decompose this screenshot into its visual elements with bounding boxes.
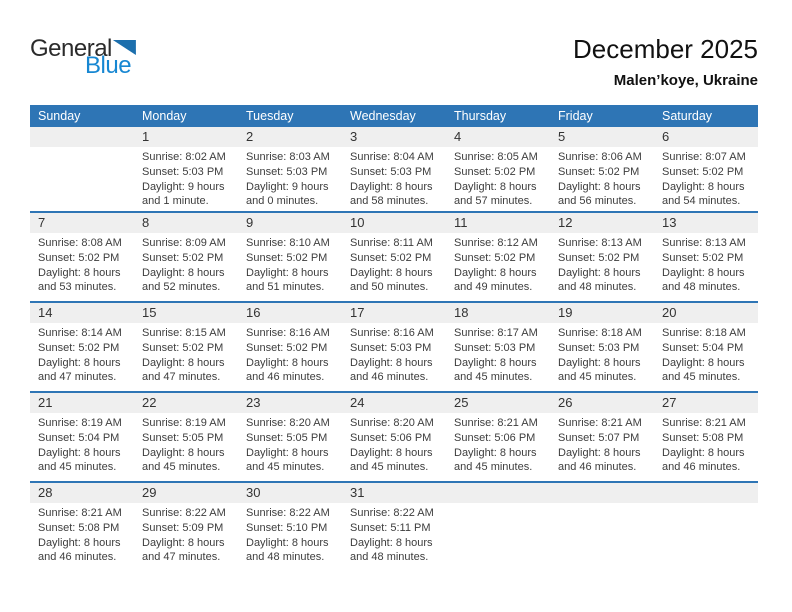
day-cell-10: [342, 233, 446, 295]
day-info-line: and 48 minutes.: [350, 551, 429, 564]
day-info-line: and 45 minutes.: [454, 371, 533, 384]
day-info-line: Daylight: 8 hours: [246, 536, 329, 549]
day-info-line: Sunrise: 8:11 AM: [350, 237, 433, 249]
day-info-line: Sunrise: 8:21 AM: [38, 507, 122, 519]
day-info-line: Sunset: 5:02 PM: [350, 251, 432, 264]
day-details-row: [30, 147, 758, 209]
day-info-line: Daylight: 8 hours: [454, 356, 537, 369]
day-details-row: [30, 233, 758, 295]
day-info-line: Daylight: 8 hours: [662, 356, 745, 369]
day-cell-2: [238, 147, 342, 209]
day-number-19: 19: [558, 305, 573, 320]
weekday-header-saturday: Saturday: [662, 109, 713, 123]
day-info-line: Sunset: 5:06 PM: [454, 431, 536, 444]
day-info-line: Daylight: 8 hours: [246, 446, 329, 459]
day-info-line: Sunset: 5:02 PM: [142, 251, 224, 264]
day-info-line: Sunset: 5:02 PM: [662, 251, 744, 264]
day-info-line: Sunset: 5:02 PM: [38, 251, 120, 264]
day-info-line: Daylight: 8 hours: [350, 266, 433, 279]
day-info-line: Sunset: 5:03 PM: [350, 341, 432, 354]
day-info-line: Sunset: 5:02 PM: [558, 251, 640, 264]
day-info-line: Daylight: 9 hours: [142, 180, 225, 193]
empty-day-cell: [550, 503, 654, 565]
day-info-line: and 56 minutes.: [558, 195, 637, 208]
empty-day-number: [654, 483, 758, 503]
day-info-line: and 45 minutes.: [662, 371, 741, 384]
day-info-line: Daylight: 8 hours: [350, 356, 433, 369]
day-number-17: 17: [350, 305, 365, 320]
day-info-line: and 45 minutes.: [454, 461, 533, 474]
day-info-line: Sunset: 5:02 PM: [558, 165, 640, 178]
day-info-line: Sunrise: 8:02 AM: [142, 151, 226, 163]
day-info-line: and 45 minutes.: [350, 461, 429, 474]
day-number-band: [30, 127, 758, 147]
day-info-line: Daylight: 8 hours: [662, 446, 745, 459]
day-details-row: [30, 323, 758, 385]
day-cell-8: [134, 233, 238, 295]
day-number-5: 5: [558, 129, 566, 144]
day-info-line: Daylight: 8 hours: [558, 180, 641, 193]
day-info-line: Sunrise: 8:20 AM: [350, 417, 434, 429]
day-cell-23: [238, 413, 342, 475]
day-info-line: Sunrise: 8:07 AM: [662, 151, 746, 163]
day-cell-20: [654, 323, 758, 385]
day-info-line: and 45 minutes.: [38, 461, 117, 474]
day-info-line: Sunrise: 8:21 AM: [558, 417, 642, 429]
day-info-line: Sunset: 5:11 PM: [350, 521, 431, 534]
day-info-line: and 52 minutes.: [142, 281, 221, 294]
day-info-line: Sunrise: 8:13 AM: [558, 237, 642, 249]
day-info-line: Sunset: 5:02 PM: [38, 341, 120, 354]
empty-day-cell: [654, 503, 758, 565]
day-number-29: 29: [142, 485, 157, 500]
day-info-line: and 57 minutes.: [454, 195, 533, 208]
day-cell-4: [446, 147, 550, 209]
day-info-line: Sunrise: 8:03 AM: [246, 151, 330, 163]
day-number-6: 6: [662, 129, 670, 144]
day-cell-18: [446, 323, 550, 385]
day-number-12: 12: [558, 215, 573, 230]
calendar-body: [30, 127, 758, 595]
day-info-line: Sunrise: 8:20 AM: [246, 417, 330, 429]
day-number-23: 23: [246, 395, 261, 410]
day-info-line: and 1 minute.: [142, 195, 209, 208]
day-number-11: 11: [454, 215, 468, 230]
day-info-line: Sunset: 5:10 PM: [246, 521, 328, 534]
day-info-line: Sunset: 5:07 PM: [558, 431, 640, 444]
day-number-3: 3: [350, 129, 358, 144]
day-info-line: Daylight: 8 hours: [662, 266, 745, 279]
day-cell-31: [342, 503, 446, 565]
day-info-line: and 0 minutes.: [246, 195, 319, 208]
day-info-line: and 46 minutes.: [350, 371, 429, 384]
empty-day-cell: [446, 503, 550, 565]
day-info-line: Daylight: 8 hours: [454, 180, 537, 193]
general-blue-logo: [30, 35, 136, 79]
day-info-line: and 50 minutes.: [350, 281, 429, 294]
day-info-line: and 46 minutes.: [38, 551, 117, 564]
empty-day-number: [30, 127, 134, 147]
day-cell-28: [30, 503, 134, 565]
day-info-line: Sunset: 5:02 PM: [246, 341, 328, 354]
day-info-line: Sunset: 5:06 PM: [350, 431, 432, 444]
day-number-1: 1: [142, 129, 150, 144]
day-info-line: Daylight: 8 hours: [350, 180, 433, 193]
day-info-line: Sunset: 5:03 PM: [246, 165, 328, 178]
day-info-line: Sunrise: 8:21 AM: [662, 417, 746, 429]
day-info-line: Daylight: 8 hours: [142, 446, 225, 459]
day-info-line: and 47 minutes.: [38, 371, 117, 384]
day-cell-6: [654, 147, 758, 209]
week-row-3: [30, 301, 758, 391]
day-info-line: and 48 minutes.: [246, 551, 325, 564]
day-info-line: Sunset: 5:03 PM: [350, 165, 432, 178]
empty-day-number: [446, 483, 550, 503]
logo-text-general: General: [30, 35, 112, 62]
day-info-line: and 45 minutes.: [558, 371, 637, 384]
day-number-band: [30, 393, 758, 413]
day-info-line: Daylight: 9 hours: [246, 180, 329, 193]
weekday-header-tuesday: Tuesday: [246, 109, 294, 123]
day-info-line: Sunrise: 8:10 AM: [246, 237, 330, 249]
day-number-4: 4: [454, 129, 462, 144]
day-info-line: Sunrise: 8:14 AM: [38, 327, 122, 339]
weekday-header-wednesday: Wednesday: [350, 109, 416, 123]
day-info-line: and 47 minutes.: [142, 371, 221, 384]
day-info-line: Sunrise: 8:04 AM: [350, 151, 434, 163]
weekday-header-thursday: Thursday: [454, 109, 507, 123]
week-row-2: [30, 211, 758, 301]
day-cell-12: [550, 233, 654, 295]
day-info-line: and 58 minutes.: [350, 195, 429, 208]
day-info-line: and 46 minutes.: [246, 371, 325, 384]
day-info-line: Sunset: 5:02 PM: [142, 341, 224, 354]
day-info-line: and 54 minutes.: [662, 195, 741, 208]
day-info-line: Sunset: 5:08 PM: [38, 521, 120, 534]
day-info-line: Daylight: 8 hours: [558, 446, 641, 459]
day-info-line: Daylight: 8 hours: [454, 446, 537, 459]
day-cell-25: [446, 413, 550, 475]
day-cell-14: [30, 323, 134, 385]
day-info-line: Sunset: 5:02 PM: [454, 251, 536, 264]
day-info-line: Sunrise: 8:16 AM: [350, 327, 434, 339]
day-cell-30: [238, 503, 342, 565]
day-number-20: 20: [662, 305, 677, 320]
day-cell-11: [446, 233, 550, 295]
day-number-22: 22: [142, 395, 157, 410]
day-info-line: Sunset: 5:04 PM: [662, 341, 744, 354]
day-info-line: Sunrise: 8:17 AM: [454, 327, 538, 339]
day-info-line: Sunrise: 8:06 AM: [558, 151, 642, 163]
day-info-line: Sunrise: 8:12 AM: [454, 237, 538, 249]
day-info-line: Sunset: 5:02 PM: [246, 251, 328, 264]
day-number-9: 9: [246, 215, 254, 230]
day-info-line: Sunset: 5:08 PM: [662, 431, 744, 444]
day-cell-22: [134, 413, 238, 475]
day-info-line: and 46 minutes.: [558, 461, 637, 474]
day-cell-19: [550, 323, 654, 385]
day-info-line: and 46 minutes.: [662, 461, 741, 474]
day-info-line: Daylight: 8 hours: [142, 356, 225, 369]
day-info-line: Sunset: 5:02 PM: [454, 165, 536, 178]
weekday-header-friday: Friday: [558, 109, 593, 123]
day-number-10: 10: [350, 215, 365, 230]
day-info-line: Daylight: 8 hours: [38, 446, 121, 459]
day-cell-17: [342, 323, 446, 385]
day-number-24: 24: [350, 395, 365, 410]
day-number-15: 15: [142, 305, 157, 320]
day-info-line: Daylight: 8 hours: [558, 356, 641, 369]
day-info-line: Sunrise: 8:18 AM: [558, 327, 642, 339]
day-cell-7: [30, 233, 134, 295]
day-info-line: Sunset: 5:02 PM: [662, 165, 744, 178]
weekday-header-sunday: Sunday: [38, 109, 81, 123]
day-number-25: 25: [454, 395, 469, 410]
day-number-27: 27: [662, 395, 677, 410]
day-info-line: Daylight: 8 hours: [142, 536, 225, 549]
day-info-line: Daylight: 8 hours: [558, 266, 641, 279]
day-info-line: and 47 minutes.: [142, 551, 221, 564]
empty-day-number: [550, 483, 654, 503]
day-number-18: 18: [454, 305, 469, 320]
day-info-line: and 45 minutes.: [142, 461, 221, 474]
logo-text-blue: Blue: [85, 52, 132, 79]
day-info-line: Sunrise: 8:19 AM: [38, 417, 122, 429]
week-row-1: [30, 127, 758, 211]
day-cell-26: [550, 413, 654, 475]
weekday-header-row: [30, 105, 758, 127]
day-info-line: Sunset: 5:03 PM: [142, 165, 224, 178]
day-number-band: [30, 483, 758, 503]
day-number-13: 13: [662, 215, 677, 230]
location-subtitle: Malen’koye, Ukraine: [613, 72, 758, 89]
day-info-line: and 48 minutes.: [558, 281, 637, 294]
day-info-line: Daylight: 8 hours: [246, 266, 329, 279]
day-details-row: [30, 503, 758, 565]
day-cell-5: [550, 147, 654, 209]
day-number-band: [30, 213, 758, 233]
day-info-line: Sunset: 5:09 PM: [142, 521, 224, 534]
day-info-line: Sunrise: 8:16 AM: [246, 327, 330, 339]
day-info-line: Daylight: 8 hours: [246, 356, 329, 369]
day-info-line: Sunrise: 8:09 AM: [142, 237, 226, 249]
day-info-line: Sunset: 5:05 PM: [142, 431, 224, 444]
day-info-line: Sunrise: 8:08 AM: [38, 237, 122, 249]
day-number-2: 2: [246, 129, 254, 144]
day-info-line: Daylight: 8 hours: [454, 266, 537, 279]
day-info-line: and 51 minutes.: [246, 281, 325, 294]
day-info-line: Daylight: 8 hours: [662, 180, 745, 193]
day-info-line: Daylight: 8 hours: [38, 266, 121, 279]
day-cell-3: [342, 147, 446, 209]
day-info-line: Daylight: 8 hours: [38, 356, 121, 369]
day-info-line: Sunrise: 8:22 AM: [350, 507, 434, 519]
day-info-line: Sunrise: 8:19 AM: [142, 417, 226, 429]
day-cell-21: [30, 413, 134, 475]
day-cell-24: [342, 413, 446, 475]
day-number-31: 31: [350, 485, 365, 500]
day-number-band: [30, 303, 758, 323]
day-number-30: 30: [246, 485, 261, 500]
calendar-table: [30, 105, 758, 595]
weekday-header-monday: Monday: [142, 109, 187, 123]
day-cell-27: [654, 413, 758, 475]
month-year-title: December 2025: [573, 34, 758, 64]
day-number-8: 8: [142, 215, 150, 230]
day-info-line: Sunset: 5:04 PM: [38, 431, 120, 444]
day-number-28: 28: [38, 485, 53, 500]
day-details-row: [30, 413, 758, 475]
day-info-line: and 48 minutes.: [662, 281, 741, 294]
day-info-line: Sunrise: 8:05 AM: [454, 151, 538, 163]
day-number-21: 21: [38, 395, 53, 410]
day-cell-15: [134, 323, 238, 385]
day-cell-13: [654, 233, 758, 295]
day-info-line: and 49 minutes.: [454, 281, 533, 294]
day-info-line: Sunset: 5:03 PM: [558, 341, 640, 354]
day-number-14: 14: [38, 305, 53, 320]
day-info-line: Daylight: 8 hours: [350, 446, 433, 459]
day-info-line: Sunrise: 8:22 AM: [246, 507, 330, 519]
week-row-4: [30, 391, 758, 481]
day-cell-9: [238, 233, 342, 295]
day-info-line: Sunset: 5:03 PM: [454, 341, 536, 354]
day-cell-29: [134, 503, 238, 565]
day-info-line: and 45 minutes.: [246, 461, 325, 474]
day-info-line: Daylight: 8 hours: [38, 536, 121, 549]
day-info-line: Sunrise: 8:15 AM: [142, 327, 226, 339]
day-info-line: Sunrise: 8:13 AM: [662, 237, 746, 249]
empty-day-cell: [30, 147, 134, 209]
day-info-line: Daylight: 8 hours: [350, 536, 433, 549]
day-info-line: Sunrise: 8:18 AM: [662, 327, 746, 339]
day-info-line: and 53 minutes.: [38, 281, 117, 294]
day-info-line: Sunset: 5:05 PM: [246, 431, 328, 444]
day-number-16: 16: [246, 305, 261, 320]
day-info-line: Sunrise: 8:22 AM: [142, 507, 226, 519]
day-info-line: Sunrise: 8:21 AM: [454, 417, 538, 429]
day-cell-16: [238, 323, 342, 385]
day-info-line: Daylight: 8 hours: [142, 266, 225, 279]
title-block: [573, 34, 758, 89]
day-number-7: 7: [38, 215, 46, 230]
day-number-26: 26: [558, 395, 573, 410]
day-cell-1: [134, 147, 238, 209]
week-row-5: [30, 481, 758, 595]
